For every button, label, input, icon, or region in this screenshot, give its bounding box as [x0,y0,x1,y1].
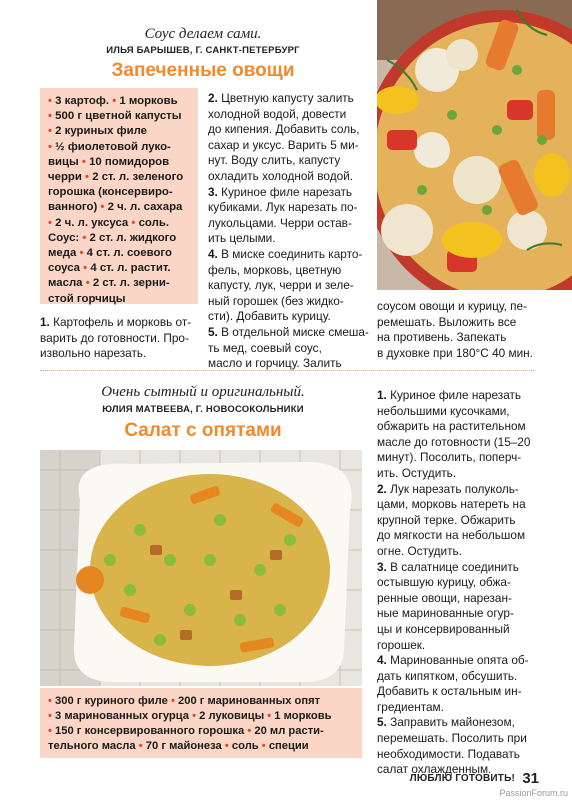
step-line: ные маринованные огур- [377,606,514,621]
step-line: ить. Остудить. [377,465,457,480]
step-line: 2. Лук нарезать полуколь- [377,481,519,496]
step-line: извольно нарезать. [40,346,147,361]
step-line: салат охлажденным. [377,762,492,777]
ingredient-line: Соус: • 2 ст. л. жидкого [48,231,177,244]
step-line: варить до готовности. Про- [40,330,189,345]
recipe2-steps [377,388,537,778]
ingredient-line: масла • 2 ст. л. зерни- [48,277,170,290]
recipe2-subtitle: Очень сытный и оригинальный. [101,384,305,400]
ingredient-line: тельного масла • 70 г майонеза • соль • специи [48,740,309,752]
baked-vegetables-photo [377,0,572,290]
step-line: горошек. [377,637,426,652]
step-line: дать кипятком, обсушить. [377,668,518,683]
step-line: огне. Остудить. [377,543,462,558]
recipe1-steps-col2 [208,91,374,372]
step-line: масле до готовности (15–20 [377,434,531,449]
step-line: 1. Куриное филе нарезать [377,388,522,402]
recipe2-title: Салат с опятами [124,420,282,441]
step-line: крупной терке. Обжарить [377,512,516,527]
step-line: необходимости. Подавать [377,746,520,761]
step-line: фель, морковь, цветную [208,262,342,277]
page-number: 31 [522,770,539,787]
step-line: 2. Цветную капусту залить [208,91,354,105]
step-line: 4. В миске соединить карто- [208,246,363,261]
step-line: 4. Маринованные опята об- [377,653,529,668]
step-line: до кипения. Добавить соль, [208,122,360,137]
step-line: ренные овощи, нарезан- [377,590,512,605]
ingredient-line: • 3 картоф. • 1 морковь [48,95,178,107]
step-line: охладить холодной водой. [208,168,354,183]
step-line: кубиками. Лук нарезать по- [208,200,358,215]
step-line: лукольцами. Черри остав- [208,215,352,230]
step-line: сахар и уксус. Варить 5 ми- [208,137,359,152]
step-line: цы и консервированный [377,621,510,636]
step-line: холодной водой, довести [208,106,347,121]
recipe1-title: Запеченные овощи [111,60,295,81]
step-line: соусом овощи и курицу, пе- [377,299,528,313]
recipe1-ingredients [40,88,198,304]
ingredient-line: вицы • 10 помидоров [48,155,170,168]
step-line: 3. Куриное филе нарезать [208,184,353,199]
step-line: небольшими кусочками, [377,403,510,418]
step-line: гредиентам. [377,699,444,714]
ingredient-line: горошка (консервиро- [48,186,173,199]
recipe1-author: ИЛЬЯ БАРЫШЕВ, Г. САНКТ-ПЕТЕРБУРГ [106,45,300,56]
ingredient-line: • 2 ч. л. уксуса • соль. [48,216,169,229]
step-line: капусту, лук, черри и зеле- [208,278,354,293]
ingredient-line: ванного) • 2 ч. л. сахара [48,201,183,214]
section-divider [40,370,534,371]
step-line: ть мед, соевый соус, [208,340,322,355]
step-line: остывшую курицу, обжа- [377,575,511,590]
step-line: Добавить к остальным ин- [377,684,522,699]
step-line: в духовке при 180°С 40 мин. [377,345,533,360]
step-line: ремешать. Выложить все [377,314,517,329]
step-line: нут. Воду слить, капусту [208,153,341,168]
step-line: минут). Посолить, поперч- [377,450,522,465]
recipe2-ingredients [40,688,362,758]
recipe2-author: ЮЛИЯ МАТВЕЕВА, Г. НОВОСОКОЛЬНИКИ [102,404,304,415]
ingredient-line: • 300 г куриного филе • 200 г маринованных опят [48,695,321,707]
step-line: ный горошек (без жидко- [208,293,344,308]
ingredient-line: • ½ фиолетовой луко- [48,140,171,153]
step-line: масло и горчицу. Залить [208,356,342,371]
step-line: сти). Добавить курицу. [208,309,331,324]
ingredient-line: • 3 маринованных огурца • 2 луковицы • 1 морковь [48,710,332,722]
step-line: 3. В салатнице соединить [377,559,519,574]
step-line: перемешать. Посолить при [377,731,527,746]
ingredient-line: • 2 куриных филе [48,125,148,138]
magazine-name: ЛЮБЛЮ ГОТОВИТЬ! [409,773,515,784]
mushroom-salad-photo [40,450,362,686]
recipe1-subtitle: Соус делаем сами. [144,26,262,42]
step-line: до мягкости на небольшом [377,528,526,543]
step-line: на противень. Запекать [377,330,507,345]
ingredient-line: меда • 4 ст. л. соевого [48,247,172,260]
ingredient-line: • 500 г цветной капусты [48,110,182,123]
ingredient-line: черри • 2 ст. л. зеленого [48,171,184,184]
ingredient-line: соуса • 4 ст. л. растит. [48,262,171,275]
step-line: ить целыми. [208,231,276,246]
recipe1-steps-col3 [377,299,537,361]
step-line: обжарить на растительном [377,419,526,434]
watermark: PassionForum.ru [499,788,568,798]
ingredient-line: • 150 г консервированного горошка • 20 мл расти- [48,725,324,737]
step-line: 1. Картофель и морковь от- [40,315,192,329]
step-line: 5. В отдельной миске смеша- [208,324,369,339]
recipe1-step1 [40,315,204,362]
ingredient-line: стой горчицы [48,292,126,305]
step-line: цами, морковь натереть на [377,497,526,512]
step-line: 5. Заправить майонезом, [377,715,515,730]
